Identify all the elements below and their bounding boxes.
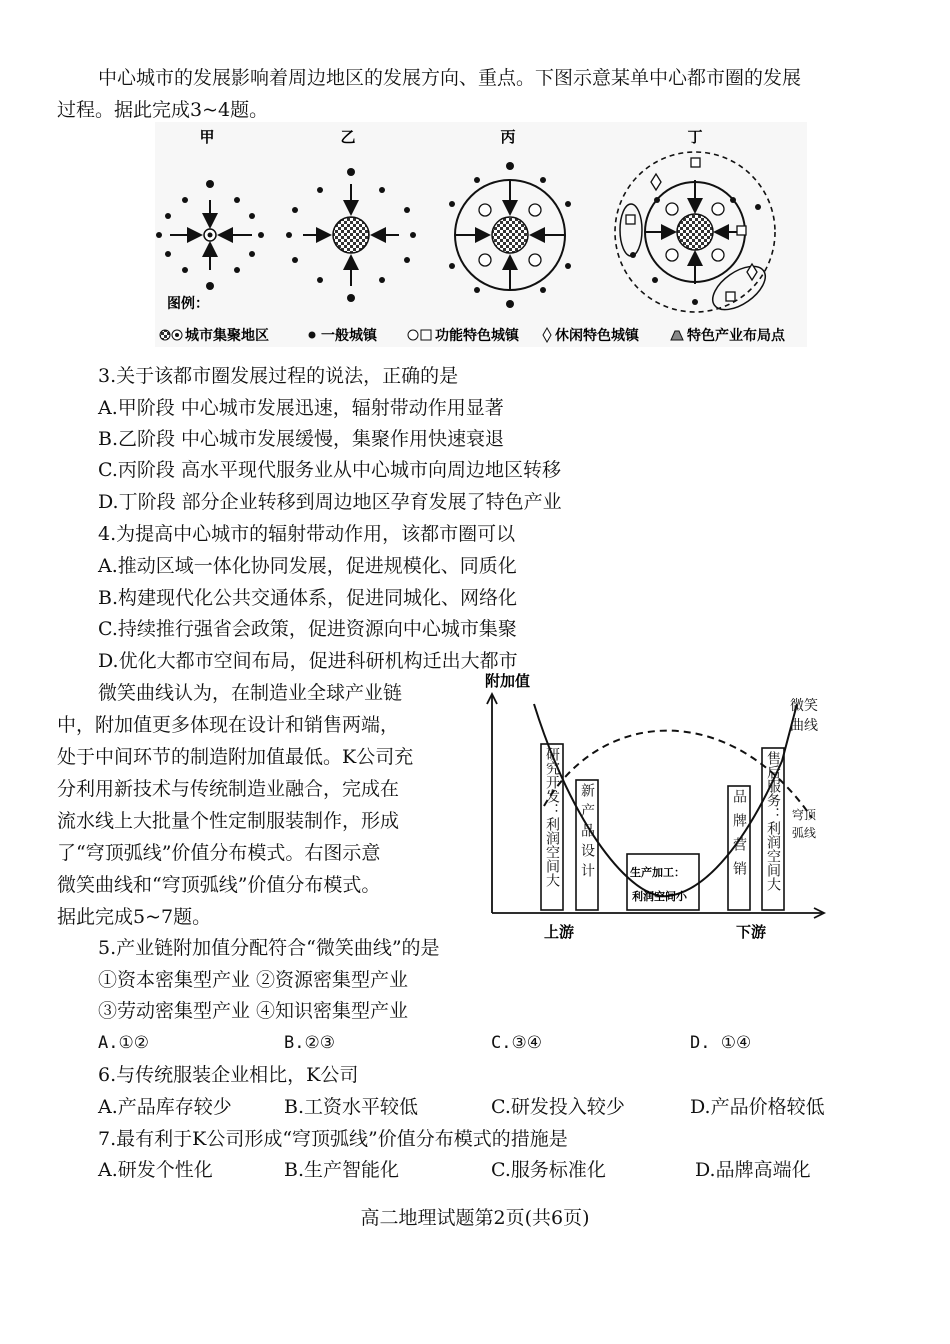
metropolitan-stages-figure xyxy=(155,122,807,347)
q3-option-d: D.丁阶段 部分企业转移到周边地区孕育发展了特色产业 xyxy=(98,491,562,513)
q4-option-b: B.构建现代化公共交通体系，促进同城化、网络化 xyxy=(98,587,518,609)
q5-option-c: C.③④ xyxy=(491,1033,542,1053)
q4-option-a: A.推动区域一体化协同发展，促进规模化、同质化 xyxy=(98,555,517,577)
intro-2-line-8: 据此完成5~7题。 xyxy=(57,906,212,928)
intro-1-line-1: 中心城市的发展影响着周边地区的发展方向、重点。下图示意某单中心都市圈的发展 xyxy=(98,67,802,89)
q5-option-a: A.①② xyxy=(98,1033,149,1053)
legend-label-urban-cluster: 城市集聚地区 xyxy=(185,328,269,344)
legend-label-leisure-town: 休闲特色城镇 xyxy=(555,328,639,344)
q7-stem: 7.最有利于K公司形成“穹顶弧线”价值分布模式的措施是 xyxy=(98,1128,568,1150)
q7-option-b: B.生产智能化 xyxy=(284,1159,400,1181)
smile-curve-label: 微笑曲线 xyxy=(790,698,818,734)
stage-label-bing: 丙 xyxy=(500,128,516,146)
legend-label-functional-town: 功能特色城镇 xyxy=(435,328,519,344)
intro-2-line-5: 流水线上大批量个性定制服装制作，形成 xyxy=(57,810,400,832)
upstream-label: 上游 xyxy=(544,923,575,941)
legend-title: 图例： xyxy=(167,296,209,312)
stage-label-jia: 甲 xyxy=(199,128,215,146)
box-production-label-1: 生产加工： xyxy=(630,866,685,879)
q5-option-b: B.②③ xyxy=(284,1033,335,1053)
q6-option-b: B.工资水平较低 xyxy=(284,1096,419,1118)
legend-label-general-town: 一般城镇 xyxy=(321,328,377,344)
intro-2-line-3: 处于中间环节的制造附加值最低。K公司充 xyxy=(57,746,414,768)
box-rd-label: 研究开发：利润空间大 xyxy=(544,747,560,887)
q6-stem: 6.与传统服装企业相比，K公司 xyxy=(98,1064,359,1086)
box-new-product-label: 新产品设计 xyxy=(579,783,595,883)
q3-option-c: C.丙阶段 高水平现代服务业从中心城市向周边地区转移 xyxy=(98,459,561,481)
q5-items-line-1: ①资本密集型产业 ②资源密集型产业 xyxy=(98,969,409,991)
box-after-sale-label: 售后服务：利润空间大 xyxy=(765,751,781,891)
legend-leisure-town xyxy=(543,327,640,344)
intro-2-line-7: 微笑曲线和“穹顶弧线”价值分布模式。 xyxy=(57,874,381,896)
legend-label-industry-point: 特色产业布局点 xyxy=(687,328,785,344)
intro-1-line-2: 过程。据此完成3~4题。 xyxy=(57,99,269,121)
legend-industry-point xyxy=(671,327,786,344)
q7-option-d: D.品牌高端化 xyxy=(695,1159,811,1181)
q7-option-c: C.服务标准化 xyxy=(491,1159,606,1181)
box-brand-label: 品牌营销 xyxy=(731,789,747,885)
q4-option-c: C.持续推行强省会政策，促进资源向中心城市集聚 xyxy=(98,618,517,640)
q6-option-a: A.产品库存较少 xyxy=(98,1096,232,1118)
q5-stem: 5.产业链附加值分配符合“微笑曲线”的是 xyxy=(98,937,440,959)
q6-option-c: C.研发投入较少 xyxy=(491,1096,625,1118)
q5-items-line-2: ③劳动密集型产业 ④知识密集型产业 xyxy=(98,1000,409,1022)
q5-option-d: D. ①④ xyxy=(690,1033,752,1053)
page-footer: 高二地理试题第2页(共6页) xyxy=(360,1207,590,1229)
dome-arc-label: 穹顶弧线 xyxy=(792,808,817,840)
stage-label-ding: 丁 xyxy=(687,128,703,146)
q3-option-b: B.乙阶段 中心城市发展缓慢，集聚作用快速衰退 xyxy=(98,428,505,450)
intro-2-line-1: 微笑曲线认为，在制造业全球产业链 xyxy=(98,682,403,704)
q6-option-d: D.产品价格较低 xyxy=(690,1096,825,1118)
smile-curve-figure xyxy=(482,666,834,942)
y-axis-label: 附加值 xyxy=(485,672,531,690)
downstream-label: 下游 xyxy=(736,923,767,941)
q4-stem: 4.为提高中心城市的辐射带动作用，该都市圈可以 xyxy=(98,523,516,545)
stage-label-yi: 乙 xyxy=(340,128,356,146)
intro-2-line-6: 了“穹顶弧线”价值分布模式。右图示意 xyxy=(57,842,381,864)
intro-2-line-4: 分利用新技术与传统制造业融合，完成在 xyxy=(57,778,400,800)
q7-option-a: A.研发个性化 xyxy=(98,1159,213,1181)
q3-option-a: A.甲阶段 中心城市发展迅速，辐射带动作用显著 xyxy=(98,397,504,419)
intro-2-line-2: 中，附加值更多体现在设计和销售两端， xyxy=(57,714,400,736)
box-production-label-2: 利润空间小 xyxy=(632,890,687,903)
q4-option-d: D.优化大都市空间布局，促进科研机构迁出大都市 xyxy=(98,650,518,672)
q3-stem: 3.关于该都市圈发展过程的说法，正确的是 xyxy=(98,365,459,387)
